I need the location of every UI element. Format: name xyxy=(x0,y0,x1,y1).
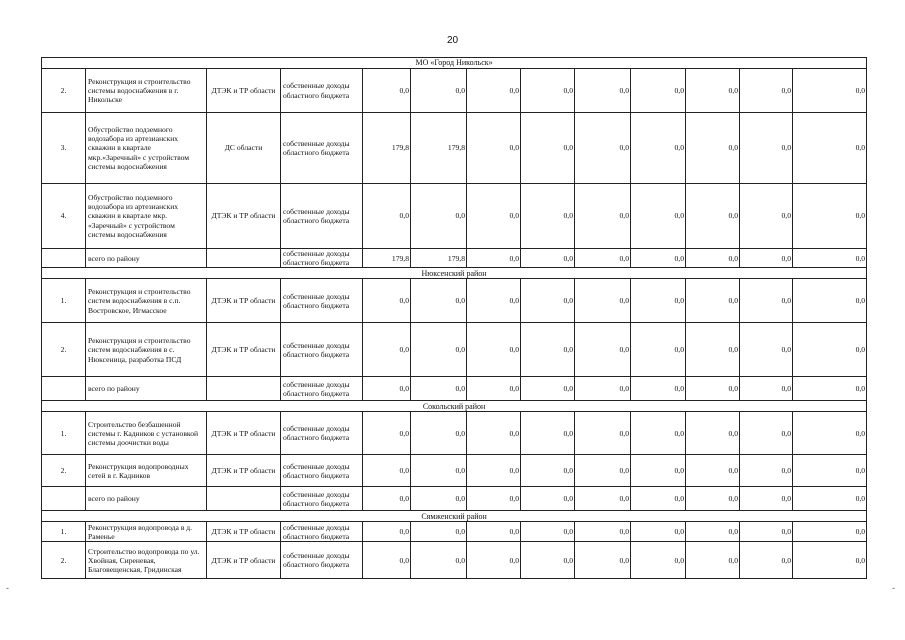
value-cell: 0,0 xyxy=(575,377,631,401)
value-cell: 0,0 xyxy=(686,69,740,113)
value-cell: 179,8 xyxy=(411,249,467,268)
value-cell: 0,0 xyxy=(467,542,521,579)
value-cell: 0,0 xyxy=(740,279,793,323)
value-cell: 0,0 xyxy=(411,377,467,401)
value-cell: 0,0 xyxy=(467,455,521,487)
row-number xyxy=(42,249,86,268)
executor: ДТЭК и ТР области xyxy=(207,184,281,249)
value-cell: 0,0 xyxy=(740,412,793,455)
table-row xyxy=(42,522,867,542)
value-cell: 0,0 xyxy=(575,412,631,455)
funding-source: собственные доходы областного бюджета xyxy=(281,412,363,455)
executor xyxy=(207,377,281,401)
value-cell: 0,0 xyxy=(631,279,686,323)
value-cell: 0,0 xyxy=(363,323,411,377)
row-number xyxy=(42,487,86,511)
row-number: 4. xyxy=(42,184,86,249)
value-cell: 0,0 xyxy=(793,542,867,579)
table-row xyxy=(42,455,867,487)
value-cell: 0,0 xyxy=(740,522,793,542)
executor xyxy=(207,249,281,268)
table-row xyxy=(42,69,867,113)
value-cell: 0,0 xyxy=(521,522,575,542)
value-cell: 0,0 xyxy=(467,377,521,401)
value-cell: 0,0 xyxy=(575,113,631,184)
value-cell: 0,0 xyxy=(793,455,867,487)
funding-source: собственные доходы областного бюджета xyxy=(281,184,363,249)
value-cell: 0,0 xyxy=(686,323,740,377)
row-number: 2. xyxy=(42,455,86,487)
measure-name: Обустройство подземного водозабора из артезианских скважин в квартале мкр.«Заречный» с устройством системы водоснабжения xyxy=(86,113,207,184)
value-cell: 0,0 xyxy=(631,455,686,487)
value-cell: 0,0 xyxy=(575,487,631,511)
funding-source: собственные доходы областного бюджета xyxy=(281,69,363,113)
value-cell: 0,0 xyxy=(521,323,575,377)
executor: ДС области xyxy=(207,113,281,184)
value-cell: 0,0 xyxy=(521,249,575,268)
executor: ДТЭК и ТР области xyxy=(207,279,281,323)
value-cell: 0,0 xyxy=(686,412,740,455)
table-row xyxy=(42,542,867,579)
value-cell: 0,0 xyxy=(467,249,521,268)
value-cell: 0,0 xyxy=(793,323,867,377)
value-cell: 0,0 xyxy=(740,377,793,401)
value-cell: 0,0 xyxy=(793,113,867,184)
funding-source: собственные доходы областного бюджета xyxy=(281,455,363,487)
value-cell: 0,0 xyxy=(686,377,740,401)
row-number: 2. xyxy=(42,323,86,377)
value-cell: 0,0 xyxy=(363,542,411,579)
value-cell: 0,0 xyxy=(740,184,793,249)
value-cell: 0,0 xyxy=(793,279,867,323)
value-cell: 0,0 xyxy=(411,412,467,455)
value-cell: 0,0 xyxy=(740,323,793,377)
value-cell: 0,0 xyxy=(686,455,740,487)
margin-mark-right: - xyxy=(892,583,895,593)
value-cell: 0,0 xyxy=(411,279,467,323)
value-cell: 0,0 xyxy=(631,542,686,579)
value-cell: 0,0 xyxy=(467,279,521,323)
funding-source: собственные доходы областного бюджета xyxy=(281,279,363,323)
value-cell: 0,0 xyxy=(363,377,411,401)
executor: ДТЭК и ТР области xyxy=(207,69,281,113)
measure-name: Строительство водопровода по ул. Хвойная, Сиреневая, Благовещенская, Гридинская xyxy=(86,542,207,579)
value-cell: 0,0 xyxy=(521,69,575,113)
value-cell: 0,0 xyxy=(686,487,740,511)
value-cell: 0,0 xyxy=(631,412,686,455)
value-cell: 0,0 xyxy=(411,184,467,249)
value-cell: 0,0 xyxy=(363,279,411,323)
value-cell: 0,0 xyxy=(363,487,411,511)
executor: ДТЭК и ТР области xyxy=(207,455,281,487)
value-cell: 0,0 xyxy=(411,69,467,113)
value-cell: 179,8 xyxy=(363,249,411,268)
total-row xyxy=(42,249,867,268)
value-cell: 0,0 xyxy=(575,279,631,323)
value-cell: 0,0 xyxy=(467,323,521,377)
funding-source: собственные доходы областного бюджета xyxy=(281,487,363,511)
value-cell: 0,0 xyxy=(467,113,521,184)
table-row xyxy=(42,323,867,377)
row-number: 1. xyxy=(42,279,86,323)
value-cell: 0,0 xyxy=(467,487,521,511)
measure-name: Реконструкция и строительство системы водоснабжения в г. Никольске xyxy=(86,69,207,113)
value-cell: 0,0 xyxy=(411,487,467,511)
measure-name: Реконструкция и строительство систем водоснабжения в с.п. Востровское, Игмасское xyxy=(86,279,207,323)
value-cell: 0,0 xyxy=(575,69,631,113)
measure-name: всего по району xyxy=(86,377,207,401)
row-number: 2. xyxy=(42,69,86,113)
value-cell: 0,0 xyxy=(521,113,575,184)
funding-source: собственные доходы областного бюджета xyxy=(281,377,363,401)
row-number: 2. xyxy=(42,542,86,579)
value-cell: 0,0 xyxy=(575,542,631,579)
value-cell: 0,0 xyxy=(631,522,686,542)
measure-name: Реконструкция и строительство систем водоснабжения в с. Нюксеница, разработка ПСД xyxy=(86,323,207,377)
executor: ДТЭК и ТР области xyxy=(207,522,281,542)
margin-mark-left: - xyxy=(6,583,9,593)
value-cell: 0,0 xyxy=(793,487,867,511)
value-cell: 0,0 xyxy=(521,412,575,455)
value-cell: 0,0 xyxy=(740,113,793,184)
section-header-row xyxy=(42,511,867,522)
value-cell: 0,0 xyxy=(411,455,467,487)
page-number: 20 xyxy=(446,35,459,46)
total-row xyxy=(42,377,867,401)
value-cell: 0,0 xyxy=(467,522,521,542)
value-cell: 0,0 xyxy=(740,249,793,268)
value-cell: 0,0 xyxy=(575,522,631,542)
table-body xyxy=(42,58,867,579)
section-title: Нюксенский район xyxy=(42,268,867,279)
value-cell: 0,0 xyxy=(631,184,686,249)
funding-source: собственные доходы областного бюджета xyxy=(281,113,363,184)
value-cell: 0,0 xyxy=(575,455,631,487)
value-cell: 0,0 xyxy=(411,522,467,542)
value-cell: 0,0 xyxy=(467,412,521,455)
section-title: Сямженский район xyxy=(42,511,867,522)
value-cell: 0,0 xyxy=(793,69,867,113)
row-number xyxy=(42,377,86,401)
measure-name: Строительство безбашенной системы г. Кадников с установкой системы доочистки воды xyxy=(86,412,207,455)
section-header-row xyxy=(42,268,867,279)
measure-name: всего по району xyxy=(86,249,207,268)
value-cell: 179,8 xyxy=(411,113,467,184)
executor: ДТЭК и ТР области xyxy=(207,323,281,377)
total-row xyxy=(42,487,867,511)
value-cell: 0,0 xyxy=(363,69,411,113)
table-row xyxy=(42,184,867,249)
value-cell: 179,8 xyxy=(363,113,411,184)
value-cell: 0,0 xyxy=(411,323,467,377)
table-row xyxy=(42,279,867,323)
value-cell: 0,0 xyxy=(631,249,686,268)
value-cell: 0,0 xyxy=(793,184,867,249)
measure-name: Реконструкция водопровода в д. Раменье xyxy=(86,522,207,542)
value-cell: 0,0 xyxy=(631,69,686,113)
funding-source: собственные доходы областного бюджета xyxy=(281,249,363,268)
value-cell: 0,0 xyxy=(575,249,631,268)
row-number: 3. xyxy=(42,113,86,184)
value-cell: 0,0 xyxy=(363,455,411,487)
row-number: 1. xyxy=(42,412,86,455)
value-cell: 0,0 xyxy=(740,69,793,113)
value-cell: 0,0 xyxy=(575,184,631,249)
value-cell: 0,0 xyxy=(521,542,575,579)
value-cell: 0,0 xyxy=(521,455,575,487)
value-cell: 0,0 xyxy=(363,184,411,249)
section-header-row xyxy=(42,401,867,412)
value-cell: 0,0 xyxy=(686,542,740,579)
value-cell: 0,0 xyxy=(521,487,575,511)
executor: ДТЭК и ТР области xyxy=(207,412,281,455)
value-cell: 0,0 xyxy=(793,377,867,401)
executor xyxy=(207,487,281,511)
funding-source: собственные доходы областного бюджета xyxy=(281,522,363,542)
section-title: МО «Город Никольск» xyxy=(42,58,867,69)
value-cell: 0,0 xyxy=(631,323,686,377)
value-cell: 0,0 xyxy=(686,522,740,542)
value-cell: 0,0 xyxy=(740,542,793,579)
value-cell: 0,0 xyxy=(631,377,686,401)
value-cell: 0,0 xyxy=(686,279,740,323)
measure-name: всего по району xyxy=(86,487,207,511)
value-cell: 0,0 xyxy=(686,249,740,268)
section-title: Сокольский район xyxy=(42,401,867,412)
table-row xyxy=(42,113,867,184)
section-header-row xyxy=(42,58,867,69)
row-number: 1. xyxy=(42,522,86,542)
value-cell: 0,0 xyxy=(521,279,575,323)
value-cell: 0,0 xyxy=(521,377,575,401)
value-cell: 0,0 xyxy=(740,487,793,511)
measure-name: Реконструкция водопроводных сетей в г. Кадников xyxy=(86,455,207,487)
value-cell: 0,0 xyxy=(793,522,867,542)
value-cell: 0,0 xyxy=(793,249,867,268)
executor: ДТЭК и ТР области xyxy=(207,542,281,579)
value-cell: 0,0 xyxy=(467,184,521,249)
value-cell: 0,0 xyxy=(411,542,467,579)
value-cell: 0,0 xyxy=(575,323,631,377)
value-cell: 0,0 xyxy=(686,113,740,184)
value-cell: 0,0 xyxy=(740,455,793,487)
value-cell: 0,0 xyxy=(467,69,521,113)
value-cell: 0,0 xyxy=(686,184,740,249)
funding-source: собственные доходы областного бюджета xyxy=(281,542,363,579)
value-cell: 0,0 xyxy=(631,113,686,184)
measure-name: Обустройство подземного водозабора из артезианских скважин в квартале мкр. «Заречный» с устройством системы водоснабжения xyxy=(86,184,207,249)
budget-table xyxy=(41,57,867,579)
value-cell: 0,0 xyxy=(363,412,411,455)
value-cell: 0,0 xyxy=(363,522,411,542)
table-row xyxy=(42,412,867,455)
funding-source: собственные доходы областного бюджета xyxy=(281,323,363,377)
value-cell: 0,0 xyxy=(793,412,867,455)
value-cell: 0,0 xyxy=(521,184,575,249)
value-cell: 0,0 xyxy=(631,487,686,511)
